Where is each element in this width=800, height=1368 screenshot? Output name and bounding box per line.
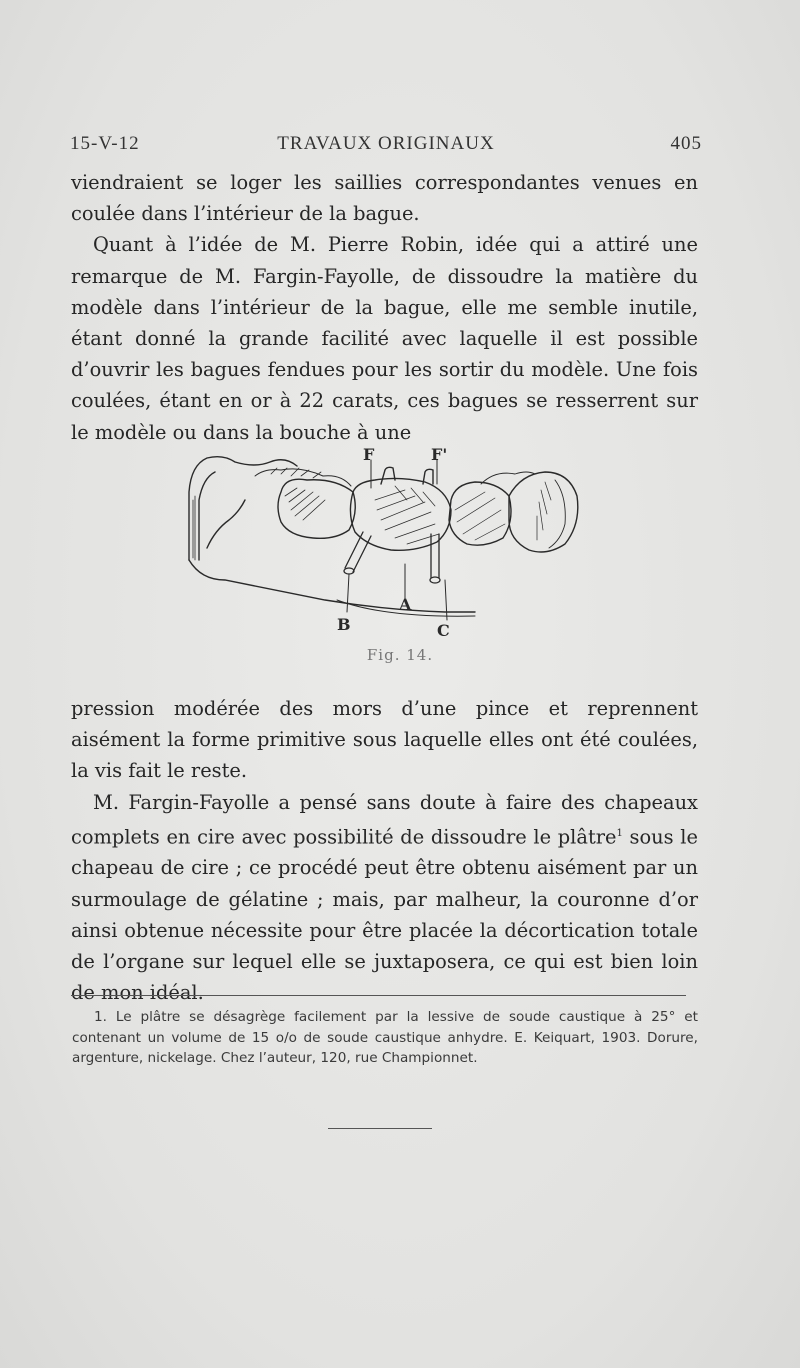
running-header xyxy=(70,133,702,159)
header-title: TRAVAUX ORIGINAUX xyxy=(277,133,495,154)
page-number: 405 xyxy=(670,133,702,154)
paragraph-4 xyxy=(71,787,698,1009)
paragraph-2: Quant à l’idée de M. Pierre Robin, idée qui a attiré une remarque de M. Fargin-Fayolle, de dissoudre la matière du modèle dans l’intérieur de la bague, elle me semble inutile, étant donné la grande facilité avec laquelle il est possible d’ouvrir les bagues fendues pour les sortir du modèle. Une fois coulées, étant en or à 22 carats, ces bagues se resserrent sur le modèle ou dans la bouche à une xyxy=(71,233,698,444)
end-divider xyxy=(328,1128,432,1129)
paragraph-1: viendraient se loger les saillies correspondantes venues en coulée dans l’intérieur de la bague. xyxy=(71,171,698,226)
figure-label-f: F xyxy=(363,445,375,464)
figure-caption: Fig. 14. xyxy=(366,646,434,664)
dental-figure xyxy=(185,440,585,640)
figure-label-a: A xyxy=(399,595,412,614)
footnote xyxy=(72,1007,698,1069)
header-date: 15-V-12 xyxy=(70,133,140,154)
paragraph-3: pression modérée des mors d’une pince et reprennent aisément la forme primitive sous laquelle elles ont été coulées, la vis fait le reste. xyxy=(71,697,698,783)
body-text-top xyxy=(71,167,698,448)
footnote-divider xyxy=(71,995,686,996)
footnote-text: 1. Le plâtre se désagrège facilement par la lessive de soude caustique à 25° et contenant un volume de 15 o/o de soude caustique anhydre. E. Keiquart, 1903. Dorure, argenture, nickelage. Chez l’auteur, 120, rue Championnet. xyxy=(72,1009,698,1066)
body-text-bottom xyxy=(71,693,698,1009)
footnote-marker: 1 xyxy=(616,827,623,839)
figure-label-c: C xyxy=(437,621,450,640)
paragraph-4-start: M. Fargin-Fayolle a pensé sans doute à faire des chapeaux complets en cire avec possibilité de dissoudre le plâtre xyxy=(71,790,698,849)
paragraph-4-end: sous le chapeau de cire ; ce procédé peut être obtenu aisément par un surmoulage de gélatine ; mais, par malheur, la couronne d’or ainsi obtenue nécessite pour être placée la décortication totale de l’organe sur lequel elle se juxtaposera, ce qui est bien loin de mon idéal. xyxy=(71,825,698,1005)
figure-label-f-prime: F' xyxy=(431,445,448,464)
figure-label-b: B xyxy=(337,615,351,634)
